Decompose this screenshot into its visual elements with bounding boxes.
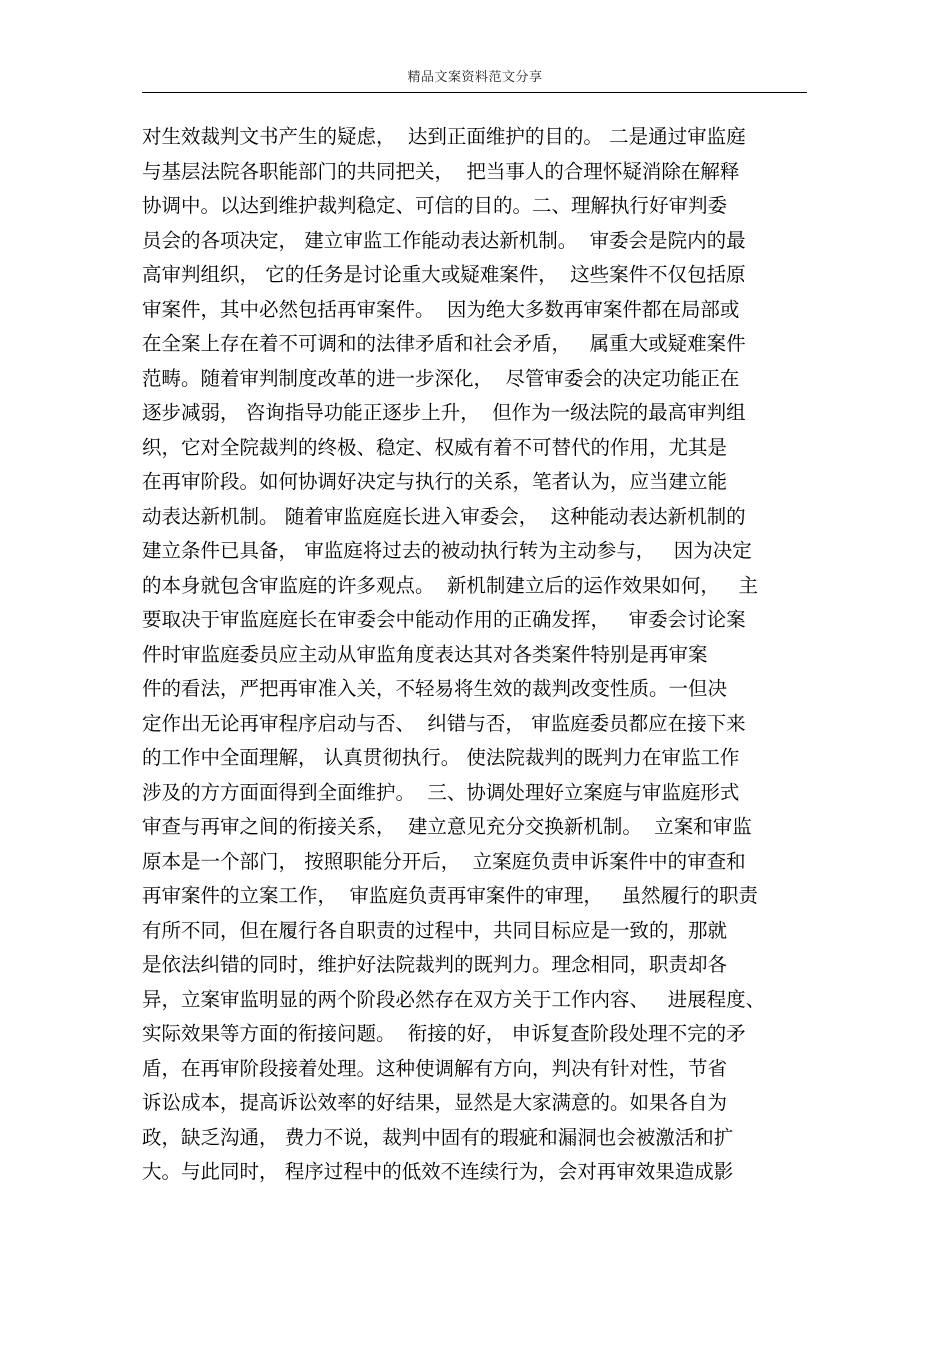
text-line: 再审案件的立案工作， 审监庭负责再审案件的审理， 虽然履行的职责 — [142, 884, 758, 907]
text-line: 诉讼成本，提高诉讼效率的好结果，显然是大家满意的。如果各自为 — [142, 1091, 728, 1114]
text-line: 实际效果等方面的衔接问题。 衔接的好， 申诉复查阶段处理不完的矛 — [142, 1022, 746, 1045]
text-line: 在全案上存在着不可调和的法律矛盾和社会矛盾， 属重大或疑难案件 — [142, 332, 746, 355]
text-line: 盾，在再审阶段接着处理。这种使调解有方向，判决有针对性，节省 — [142, 1056, 728, 1080]
text-line: 是依法纠错的同时，维护好法院裁判的既判力。理念相同，职责却各 — [142, 953, 728, 976]
text-line: 的工作中全面理解， 认真贯彻执行。 使法院裁判的既判力在审监工作 — [142, 746, 740, 769]
text-line: 逐步减弱， 咨询指导功能正逐步上升， 但作为一级法院的最高审判组 — [142, 401, 746, 424]
text-line: 对生效裁判文书产生的疑虑， 达到正面维护的目的。 二是通过审监庭 — [142, 125, 746, 148]
header-divider — [142, 92, 807, 93]
text-line: 与基层法院各职能部门的共同把关， 把当事人的合理怀疑消除在解释 — [142, 159, 740, 183]
text-line: 大。与此同时， 程序过程中的低效不连续行为，会对再审效果造成影 — [142, 1160, 734, 1183]
text-line: 在再审阶段。如何协调好决定与执行的关系，笔者认为，应当建立能 — [142, 470, 728, 493]
text-line: 件的看法，严把再审准入关，不轻易将生效的裁判改变性质。一但决 — [142, 677, 728, 700]
text-line: 的本身就包含审监庭的许多观点。 新机制建立后的运作效果如何， 主 — [142, 573, 758, 597]
text-line: 动表达新机制。 随着审监庭庭长进入审委会， 这种能动表达新机制的 — [142, 504, 746, 528]
text-line: 定作出无论再审程序启动与否、 纠错与否， 审监庭委员都应在接下来 — [142, 711, 746, 735]
page-header: 精品文案资料范文分享 — [407, 70, 543, 85]
text-line: 原本是一个部门， 按照职能分开后， 立案庭负责申诉案件中的审查和 — [142, 849, 746, 873]
text-line: 涉及的方方面面得到全面维护。 三、协调处理好立案庭与审监庭形式 — [142, 780, 740, 804]
document-body — [142, 120, 822, 1190]
text-line: 织，它对全院裁判的终极、稳定、权威有着不可替代的作用，尤其是 — [142, 435, 728, 459]
text-line: 高审判组织， 它的任务是讨论重大或疑难案件， 这些案件不仅包括原 — [142, 263, 746, 286]
text-line: 协调中。以达到维护裁判稳定、可信的目的。二、理解执行好审判委 — [142, 194, 728, 217]
text-line: 要取决于审监庭庭长在审委会中能动作用的正确发挥， 审委会讨论案 — [142, 608, 746, 631]
text-line: 政，缺乏沟通， 费力不说，裁判中固有的瑕疵和漏洞也会被激活和扩 — [142, 1125, 734, 1149]
text-line: 审案件，其中必然包括再审案件。 因为绝大多数再审案件都在局部或 — [142, 297, 740, 321]
text-line: 范畴。随着审判制度改革的进一步深化， 尽管审委会的决定功能正在 — [142, 366, 740, 390]
text-line: 异，立案审监明显的两个阶段必然存在双方关于工作内容、 进展程度、 — [142, 987, 766, 1011]
text-line: 审查与再审之间的衔接关系， 建立意见充分交换新机制。 立案和审监 — [142, 815, 752, 838]
text-line: 件时审监庭委员应主动从审监角度表达其对各类案件特别是再审案 — [142, 642, 708, 666]
text-line: 有所不同，但在履行各自职责的过程中，共同目标应是一致的，那就 — [142, 918, 728, 942]
text-line: 员会的各项决定， 建立审监工作能动表达新机制。 审委会是院内的最 — [142, 228, 746, 252]
text-line: 建立条件已具备， 审监庭将过去的被动执行转为主动参与， 因为决定 — [142, 539, 752, 562]
